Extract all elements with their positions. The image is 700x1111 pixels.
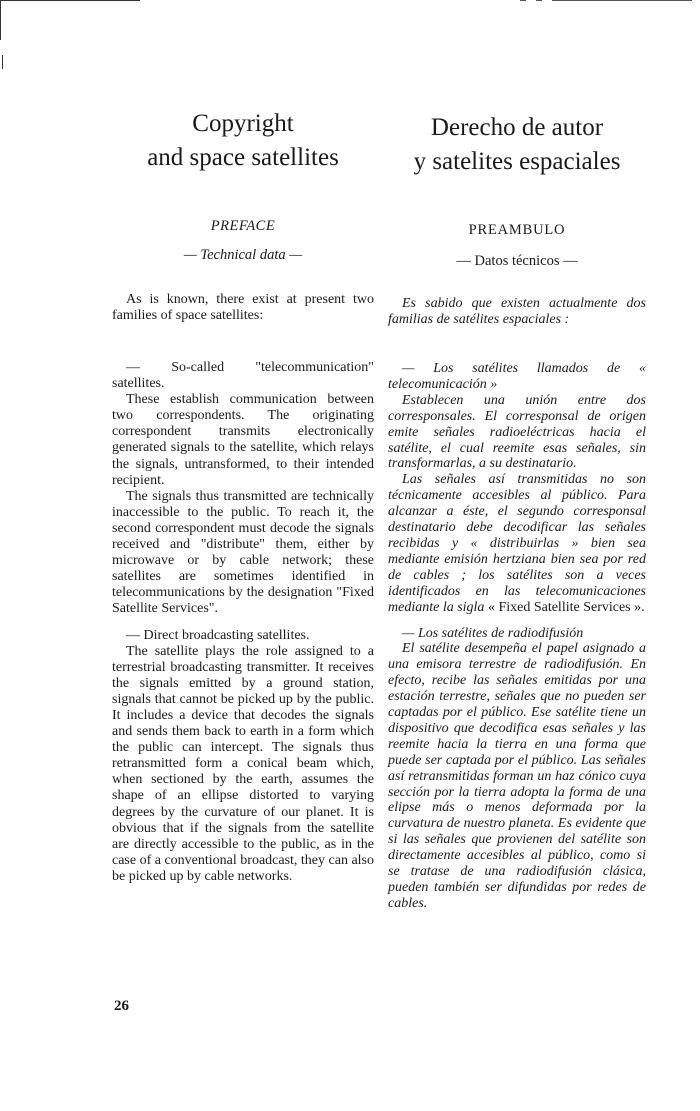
english-title-line2: and space satellites (147, 144, 339, 171)
spanish-paragraph: Establecen una unión entre dos corresponsales. El corresponsal de origen emite señales radioeléctricas hacia el satélite, el cual reemite esas señales, sin transformarlas, a su destinatario. (388, 392, 646, 472)
spanish-paragraph: — Los satélites de radiodifusión (402, 625, 584, 641)
english-paragraph: — So-called "telecommunication" satellites. (112, 360, 374, 392)
spanish-body (388, 361, 646, 912)
page-number: 26 (114, 998, 129, 1014)
scan-edge-left (0, 0, 1, 40)
spanish-paragraph-text: Las señales así transmitidas no son técnicamente accesibles al público. Para alcanzar a éste, el segundo corresponsal destinatario debe decodificar las señales recibidas y « distribuirlas » bien sea mediante emisión hertziana bien sea por red de cables ; los satélites son a veces identificados en las telecomunicaciones mediante la sigla (388, 472, 646, 615)
spanish-paragraph (388, 472, 646, 615)
english-intro-text: As is known, there exist at present two families of space satellites: (112, 292, 374, 323)
english-title (112, 107, 374, 175)
english-subheading: — Technical data — (183, 247, 303, 263)
spanish-title-line2: y satelites espaciales (413, 148, 621, 175)
spanish-paragraph: — Los satélites llamados de « telecomunicación » (388, 361, 646, 392)
english-paragraph: The signals thus transmitted are technically inaccessible to the public. To reach it, the second correspondent must decode the signals received and "distribute" them, either by microwave or by cable network; these satellites are sometimes identified in telecommunications by the designation "Fixed Satellite Services". (112, 488, 374, 617)
fixed-satellite-services-term: « Fixed Satellite Services ». (487, 599, 645, 615)
scan-artifact (520, 0, 526, 1)
spanish-subheading: — Datos técnicos — (456, 253, 578, 269)
scan-edge-mark (2, 55, 3, 69)
spanish-paragraph: El satélite desempeña el papel asignado a una emisora terrestre de radiodifusión. En efecto, recibe las señales emitidas por una estación terrestre, señales que no pueden ser captadas por el público. Ese satélite tiene un dispositivo que decodifica esas señales y las reemite hacia la tierra en una forma que puede ser captada por el público. Las señales así retransmitidas forman un haz cónico cuya sección por la tierra adopta la forma de una elipse más o menos deformada por la curvatura de nuestro planeta. Es evidente que si las señales que provienen del satélite son directamente accesibles al público, como si se tratase de una radiodifusión clásica, pueden también ser difundidas por redes de cables. (388, 641, 646, 911)
english-title-line1: Copyright (192, 110, 294, 137)
english-body (112, 360, 374, 885)
scan-artifact (536, 0, 542, 1)
english-paragraph: The satellite plays the role assigned to a terrestrial broadcasting transmitter. It receives the signals emitted by a ground station, signals that cannot be picked up by the public. It includes a device that decodes the signals and sends them back to earth in a form which the public can intercept. The signals thus retransmitted form a conical beam which, when sectioned by the earth, assumes the shape of an ellipse distorted to varying degrees by the curvature of our planet. It is obvious that if the signals from the satellite are directly accessible to the public, as in the case of a conventional broadcast, they can also be picked up by cable networks. (112, 643, 375, 884)
scan-artifact (552, 0, 692, 1)
spanish-intro (388, 296, 646, 328)
spanish-title (388, 111, 646, 179)
spanish-preface-heading: PREAMBULO (468, 222, 566, 238)
english-intro (112, 292, 374, 324)
scan-edge-top (0, 0, 140, 1)
spanish-intro-text: Es sabido que existen actualmente dos familias de satélites espaciales : (388, 296, 646, 327)
english-paragraph: These establish communication between two correspondents. The originating correspondent transmits electronically generated signals to the satellite, which relays the signals, untransformed, to their intended recipient. (112, 392, 374, 488)
spanish-title-line1: Derecho de autor (430, 114, 604, 141)
english-preface-heading: PREFACE (210, 218, 276, 234)
english-paragraph: — Direct broadcasting satellites. (126, 627, 310, 643)
